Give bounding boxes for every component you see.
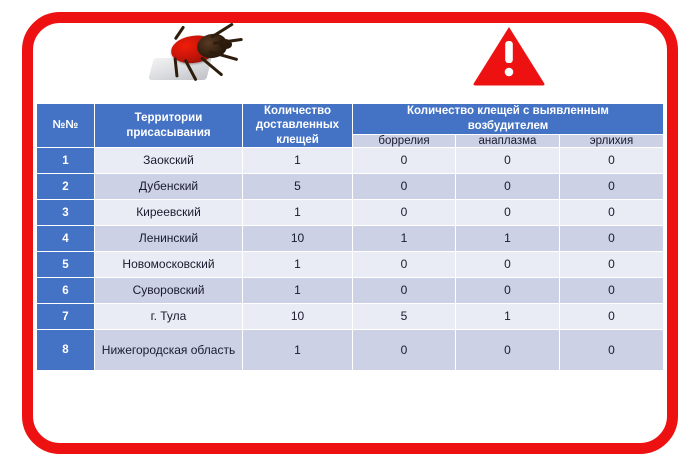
row-territory: Заокский <box>95 148 243 174</box>
table-row <box>37 226 664 252</box>
row-ehrlichia: 0 <box>560 148 664 174</box>
row-territory: Нижегородская область <box>95 330 243 371</box>
row-borrelia: 0 <box>353 252 456 278</box>
col-header-pathogen-group <box>353 104 664 135</box>
row-number: 2 <box>37 174 95 200</box>
table-row <box>37 330 664 371</box>
row-ehrlichia: 0 <box>560 330 664 371</box>
illustration-row <box>0 0 700 100</box>
row-delivered: 1 <box>243 252 353 278</box>
header-row-main <box>37 104 664 135</box>
row-delivered: 1 <box>243 148 353 174</box>
row-number: 3 <box>37 200 95 226</box>
row-territory: Ленинский <box>95 226 243 252</box>
table-row <box>37 148 664 174</box>
row-territory: Новомосковский <box>95 252 243 278</box>
col-header-territory <box>95 104 243 148</box>
col-header-pathogen-group-line2: возбудителем <box>467 119 549 132</box>
row-delivered: 10 <box>243 304 353 330</box>
table-row <box>37 278 664 304</box>
row-anaplasma: 0 <box>456 252 560 278</box>
row-delivered: 1 <box>243 330 353 371</box>
col-header-delivered <box>243 104 353 148</box>
row-number: 6 <box>37 278 95 304</box>
row-borrelia: 0 <box>353 148 456 174</box>
col-header-borrelia: боррелия <box>353 134 456 147</box>
col-header-pathogen-group-line1: Количество клещей с выявленным <box>407 105 609 118</box>
row-territory: г. Тула <box>95 304 243 330</box>
row-delivered: 10 <box>243 226 353 252</box>
row-territory: Киреевский <box>95 200 243 226</box>
col-header-delivered-line3: клещей <box>276 133 319 146</box>
row-borrelia: 0 <box>353 174 456 200</box>
col-header-anaplasma: анаплазма <box>456 134 560 147</box>
col-header-number: №№ <box>37 104 95 148</box>
row-ehrlichia: 0 <box>560 278 664 304</box>
row-borrelia: 0 <box>353 200 456 226</box>
row-anaplasma: 0 <box>456 148 560 174</box>
row-borrelia: 5 <box>353 304 456 330</box>
col-header-delivered-line1: Количество <box>263 105 332 117</box>
row-delivered: 1 <box>243 278 353 304</box>
row-borrelia: 0 <box>353 278 456 304</box>
row-ehrlichia: 0 <box>560 226 664 252</box>
row-anaplasma: 1 <box>456 304 560 330</box>
table-header <box>37 104 664 148</box>
row-ehrlichia: 0 <box>560 304 664 330</box>
row-anaplasma: 0 <box>456 200 560 226</box>
col-header-ehrlichia: эрлихия <box>560 134 664 147</box>
row-number: 5 <box>37 252 95 278</box>
row-anaplasma: 0 <box>456 330 560 371</box>
table-row <box>37 252 664 278</box>
row-number: 8 <box>37 330 95 371</box>
row-number: 7 <box>37 304 95 330</box>
table-row <box>37 200 664 226</box>
row-delivered: 5 <box>243 174 353 200</box>
row-territory: Дубенский <box>95 174 243 200</box>
row-number: 4 <box>37 226 95 252</box>
row-number: 1 <box>37 148 95 174</box>
row-ehrlichia: 0 <box>560 200 664 226</box>
row-ehrlichia: 0 <box>560 174 664 200</box>
row-anaplasma: 0 <box>456 278 560 304</box>
row-ehrlichia: 0 <box>560 252 664 278</box>
table-body <box>37 148 664 371</box>
row-anaplasma: 1 <box>456 226 560 252</box>
row-anaplasma: 0 <box>456 174 560 200</box>
col-header-territory-line2: присасывания <box>126 126 211 139</box>
col-header-territory-line1: Территории <box>134 112 203 125</box>
tick-photo <box>145 24 253 86</box>
row-territory: Суворовский <box>95 278 243 304</box>
warning-triangle-icon <box>472 24 546 86</box>
row-borrelia: 1 <box>353 226 456 252</box>
table-row <box>37 174 664 200</box>
tick-surveillance-table <box>36 103 664 371</box>
row-delivered: 1 <box>243 200 353 226</box>
row-borrelia: 0 <box>353 330 456 371</box>
col-header-delivered-line2: доставленных <box>255 119 340 132</box>
table-row <box>37 304 664 330</box>
